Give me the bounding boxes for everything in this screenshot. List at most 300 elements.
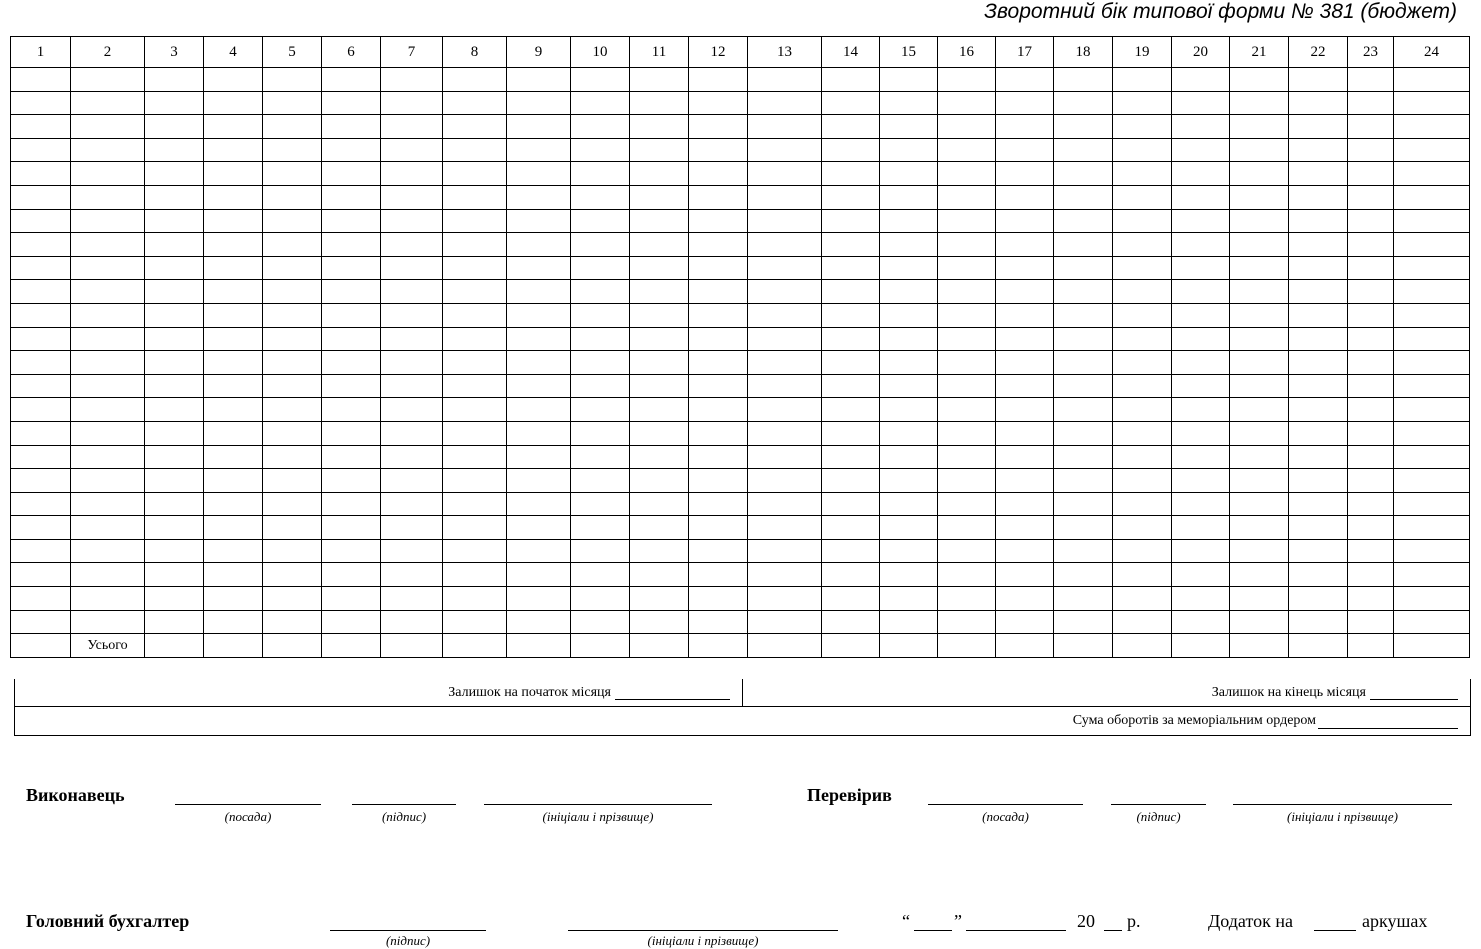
table-cell[interactable]	[996, 398, 1054, 422]
table-cell[interactable]	[1054, 563, 1113, 587]
table-cell[interactable]	[938, 563, 996, 587]
table-cell[interactable]	[1289, 634, 1348, 658]
table-cell[interactable]	[1054, 162, 1113, 186]
table-cell[interactable]	[1230, 516, 1289, 540]
table-cell[interactable]	[1394, 492, 1470, 516]
table-cell[interactable]	[322, 91, 381, 115]
table-cell[interactable]	[938, 138, 996, 162]
date-year-line[interactable]	[1104, 930, 1122, 931]
table-cell[interactable]	[1348, 539, 1394, 563]
table-cell[interactable]	[938, 327, 996, 351]
table-cell[interactable]	[996, 610, 1054, 634]
table-cell[interactable]	[507, 539, 571, 563]
table-cell[interactable]	[748, 233, 822, 257]
table-cell[interactable]	[571, 138, 630, 162]
table-cell[interactable]	[11, 563, 71, 587]
table-cell[interactable]	[938, 539, 996, 563]
table-cell[interactable]	[71, 610, 145, 634]
table-cell[interactable]	[1230, 327, 1289, 351]
table-cell[interactable]	[1230, 68, 1289, 92]
table-cell[interactable]	[381, 421, 443, 445]
table-cell[interactable]	[145, 539, 204, 563]
chief-name-line[interactable]	[568, 930, 838, 931]
table-cell[interactable]	[880, 209, 938, 233]
table-cell[interactable]	[1394, 563, 1470, 587]
table-cell[interactable]	[263, 445, 322, 469]
table-cell[interactable]	[204, 68, 263, 92]
appendix-sheets-line[interactable]	[1314, 930, 1356, 931]
table-cell[interactable]	[204, 516, 263, 540]
table-cell[interactable]	[1289, 492, 1348, 516]
table-cell[interactable]	[1394, 209, 1470, 233]
table-cell[interactable]	[71, 516, 145, 540]
table-cell[interactable]	[822, 516, 880, 540]
table-cell[interactable]	[571, 351, 630, 375]
table-cell[interactable]	[1172, 233, 1230, 257]
table-cell[interactable]	[822, 351, 880, 375]
table-cell[interactable]	[1113, 327, 1172, 351]
table-cell[interactable]	[1054, 327, 1113, 351]
table-cell[interactable]	[938, 351, 996, 375]
table-cell[interactable]	[689, 445, 748, 469]
table-cell[interactable]	[322, 610, 381, 634]
table-cell[interactable]	[1113, 351, 1172, 375]
table-cell[interactable]	[381, 233, 443, 257]
table-cell[interactable]	[71, 421, 145, 445]
table-cell[interactable]	[1348, 256, 1394, 280]
table-cell[interactable]	[748, 115, 822, 139]
table-cell[interactable]	[263, 516, 322, 540]
table-cell[interactable]	[1054, 610, 1113, 634]
table-cell[interactable]	[204, 115, 263, 139]
table-cell[interactable]	[996, 469, 1054, 493]
table-cell[interactable]	[1054, 539, 1113, 563]
table-cell[interactable]	[1289, 327, 1348, 351]
table-cell[interactable]	[381, 209, 443, 233]
table-cell[interactable]	[880, 68, 938, 92]
table-cell[interactable]	[1348, 516, 1394, 540]
end-balance-field[interactable]	[1370, 685, 1458, 700]
table-cell[interactable]	[880, 587, 938, 611]
table-cell[interactable]	[204, 91, 263, 115]
table-cell[interactable]	[822, 539, 880, 563]
table-cell[interactable]	[571, 563, 630, 587]
table-cell[interactable]	[1289, 256, 1348, 280]
table-cell[interactable]	[689, 634, 748, 658]
table-cell[interactable]	[204, 327, 263, 351]
executor-position-line[interactable]	[175, 804, 321, 805]
table-cell[interactable]	[1113, 492, 1172, 516]
table-cell[interactable]	[1289, 115, 1348, 139]
table-cell[interactable]	[204, 492, 263, 516]
table-cell[interactable]	[880, 492, 938, 516]
table-cell[interactable]	[822, 91, 880, 115]
table-cell[interactable]	[996, 185, 1054, 209]
table-cell[interactable]	[11, 374, 71, 398]
table-cell[interactable]	[507, 351, 571, 375]
table-cell[interactable]	[263, 634, 322, 658]
table-cell[interactable]	[1394, 162, 1470, 186]
table-cell[interactable]	[571, 539, 630, 563]
table-cell[interactable]	[507, 492, 571, 516]
table-cell[interactable]	[689, 516, 748, 540]
table-cell[interactable]	[204, 634, 263, 658]
table-cell[interactable]	[689, 563, 748, 587]
table-cell[interactable]	[1172, 280, 1230, 304]
table-cell[interactable]	[1230, 138, 1289, 162]
table-cell[interactable]	[71, 303, 145, 327]
table-cell[interactable]	[443, 91, 507, 115]
table-cell[interactable]	[630, 162, 689, 186]
table-cell[interactable]	[381, 280, 443, 304]
table-cell[interactable]	[996, 421, 1054, 445]
table-cell[interactable]	[263, 209, 322, 233]
table-cell[interactable]	[996, 634, 1054, 658]
table-cell[interactable]	[1289, 610, 1348, 634]
table-cell[interactable]	[822, 374, 880, 398]
table-cell[interactable]	[443, 162, 507, 186]
table-cell[interactable]	[11, 421, 71, 445]
table-cell[interactable]	[880, 233, 938, 257]
table-cell[interactable]	[263, 91, 322, 115]
table-cell[interactable]	[1230, 303, 1289, 327]
start-balance-field[interactable]	[615, 685, 730, 700]
table-cell[interactable]	[822, 587, 880, 611]
table-cell[interactable]	[381, 516, 443, 540]
turnover-field[interactable]	[1318, 714, 1458, 729]
table-cell[interactable]	[689, 209, 748, 233]
table-cell[interactable]	[381, 91, 443, 115]
table-cell[interactable]	[571, 374, 630, 398]
table-cell[interactable]	[822, 233, 880, 257]
table-cell[interactable]	[630, 351, 689, 375]
table-cell[interactable]	[1348, 421, 1394, 445]
table-cell[interactable]	[71, 115, 145, 139]
table-cell[interactable]	[748, 374, 822, 398]
table-cell[interactable]	[1172, 587, 1230, 611]
table-cell[interactable]	[322, 233, 381, 257]
table-cell[interactable]	[1054, 351, 1113, 375]
table-cell[interactable]	[1054, 233, 1113, 257]
table-cell[interactable]	[1289, 68, 1348, 92]
table-cell[interactable]	[938, 634, 996, 658]
table-cell[interactable]	[507, 209, 571, 233]
table-cell[interactable]	[1230, 587, 1289, 611]
table-cell[interactable]	[322, 351, 381, 375]
table-cell[interactable]	[322, 185, 381, 209]
table-cell[interactable]	[1172, 91, 1230, 115]
table-cell[interactable]	[1113, 138, 1172, 162]
table-cell[interactable]	[204, 539, 263, 563]
table-cell[interactable]	[748, 256, 822, 280]
table-cell[interactable]	[822, 563, 880, 587]
table-cell[interactable]	[630, 421, 689, 445]
table-cell[interactable]	[1172, 634, 1230, 658]
table-cell[interactable]	[1394, 421, 1470, 445]
table-cell[interactable]	[322, 303, 381, 327]
table-cell[interactable]	[145, 398, 204, 422]
table-cell[interactable]	[443, 492, 507, 516]
table-cell[interactable]	[630, 445, 689, 469]
table-cell[interactable]	[145, 162, 204, 186]
table-cell[interactable]	[11, 587, 71, 611]
table-cell[interactable]	[689, 421, 748, 445]
table-cell[interactable]	[1054, 185, 1113, 209]
table-cell[interactable]	[145, 492, 204, 516]
table-cell[interactable]	[443, 185, 507, 209]
table-cell[interactable]	[822, 209, 880, 233]
table-cell[interactable]	[381, 115, 443, 139]
table-cell[interactable]	[1113, 115, 1172, 139]
table-cell[interactable]	[1113, 539, 1172, 563]
table-cell[interactable]	[507, 327, 571, 351]
table-cell[interactable]	[71, 469, 145, 493]
table-cell[interactable]	[443, 209, 507, 233]
table-cell[interactable]	[1230, 421, 1289, 445]
table-cell[interactable]	[263, 469, 322, 493]
table-cell[interactable]	[1289, 469, 1348, 493]
table-cell[interactable]	[507, 398, 571, 422]
table-cell[interactable]	[630, 209, 689, 233]
table-cell[interactable]	[1172, 68, 1230, 92]
table-cell[interactable]	[938, 115, 996, 139]
table-cell[interactable]	[1172, 539, 1230, 563]
table-cell[interactable]	[1113, 256, 1172, 280]
table-cell[interactable]	[822, 492, 880, 516]
table-cell[interactable]	[381, 634, 443, 658]
table-cell[interactable]	[263, 138, 322, 162]
table-cell[interactable]	[880, 280, 938, 304]
table-cell[interactable]	[1054, 421, 1113, 445]
table-cell[interactable]	[630, 115, 689, 139]
table-cell[interactable]	[630, 634, 689, 658]
date-day-line[interactable]	[914, 930, 952, 931]
table-cell[interactable]	[1289, 351, 1348, 375]
table-cell[interactable]	[1348, 327, 1394, 351]
table-cell[interactable]	[507, 162, 571, 186]
table-cell[interactable]	[880, 610, 938, 634]
table-cell[interactable]	[630, 280, 689, 304]
table-cell[interactable]	[507, 115, 571, 139]
table-cell[interactable]	[204, 563, 263, 587]
table-cell[interactable]	[748, 445, 822, 469]
table-cell[interactable]	[1172, 563, 1230, 587]
table-cell[interactable]	[322, 138, 381, 162]
table-cell[interactable]	[880, 256, 938, 280]
table-cell[interactable]	[322, 374, 381, 398]
table-cell[interactable]	[1113, 516, 1172, 540]
table-cell[interactable]	[443, 374, 507, 398]
table-cell[interactable]	[748, 185, 822, 209]
table-cell[interactable]	[322, 421, 381, 445]
table-cell[interactable]	[263, 185, 322, 209]
table-cell[interactable]	[381, 492, 443, 516]
table-cell[interactable]	[689, 68, 748, 92]
table-cell[interactable]	[263, 610, 322, 634]
table-cell[interactable]	[145, 587, 204, 611]
table-cell[interactable]	[938, 421, 996, 445]
table-cell[interactable]	[507, 374, 571, 398]
table-cell[interactable]	[1289, 539, 1348, 563]
table-cell[interactable]	[571, 421, 630, 445]
table-cell[interactable]	[571, 469, 630, 493]
table-cell[interactable]	[689, 115, 748, 139]
table-cell[interactable]	[689, 303, 748, 327]
table-cell[interactable]	[71, 91, 145, 115]
table-cell[interactable]	[322, 256, 381, 280]
table-cell[interactable]	[263, 492, 322, 516]
table-cell[interactable]	[938, 91, 996, 115]
table-cell[interactable]	[1054, 587, 1113, 611]
table-cell[interactable]	[748, 492, 822, 516]
table-cell[interactable]	[996, 256, 1054, 280]
table-cell[interactable]	[1172, 374, 1230, 398]
table-cell[interactable]	[1289, 563, 1348, 587]
table-cell[interactable]	[1289, 185, 1348, 209]
table-cell[interactable]	[996, 303, 1054, 327]
table-cell[interactable]	[145, 634, 204, 658]
table-cell[interactable]	[145, 374, 204, 398]
table-cell[interactable]	[1230, 209, 1289, 233]
table-cell[interactable]	[1054, 516, 1113, 540]
table-cell[interactable]	[996, 115, 1054, 139]
table-cell[interactable]	[145, 91, 204, 115]
table-cell[interactable]	[322, 492, 381, 516]
table-cell[interactable]	[11, 138, 71, 162]
table-cell[interactable]	[571, 256, 630, 280]
table-cell[interactable]	[322, 445, 381, 469]
table-cell[interactable]	[443, 634, 507, 658]
table-cell[interactable]	[571, 634, 630, 658]
table-cell[interactable]	[748, 634, 822, 658]
table-cell[interactable]	[443, 280, 507, 304]
table-cell[interactable]	[1172, 421, 1230, 445]
table-cell[interactable]	[1289, 280, 1348, 304]
table-cell[interactable]	[571, 398, 630, 422]
table-cell[interactable]	[630, 91, 689, 115]
table-cell[interactable]	[822, 256, 880, 280]
table-cell[interactable]	[1054, 91, 1113, 115]
table-cell[interactable]	[204, 280, 263, 304]
table-cell[interactable]	[443, 303, 507, 327]
table-cell[interactable]	[381, 256, 443, 280]
table-cell[interactable]	[1054, 634, 1113, 658]
table-cell[interactable]	[822, 115, 880, 139]
table-cell[interactable]	[443, 469, 507, 493]
table-cell[interactable]	[263, 256, 322, 280]
table-cell[interactable]	[263, 351, 322, 375]
table-cell[interactable]	[263, 398, 322, 422]
table-cell[interactable]	[145, 256, 204, 280]
table-cell[interactable]	[1230, 374, 1289, 398]
table-cell[interactable]	[880, 374, 938, 398]
table-cell[interactable]	[11, 634, 71, 658]
table-cell[interactable]	[443, 233, 507, 257]
table-cell[interactable]	[880, 421, 938, 445]
table-cell[interactable]	[1230, 351, 1289, 375]
table-cell[interactable]	[1230, 610, 1289, 634]
table-cell[interactable]	[204, 209, 263, 233]
table-cell[interactable]	[996, 162, 1054, 186]
table-cell[interactable]	[630, 327, 689, 351]
table-cell[interactable]	[880, 516, 938, 540]
table-cell[interactable]	[880, 539, 938, 563]
table-cell[interactable]	[1230, 256, 1289, 280]
table-cell[interactable]	[204, 233, 263, 257]
table-cell[interactable]	[938, 185, 996, 209]
table-cell[interactable]	[938, 162, 996, 186]
table-cell[interactable]	[1113, 469, 1172, 493]
table-cell[interactable]	[263, 327, 322, 351]
table-cell[interactable]	[71, 398, 145, 422]
table-cell[interactable]	[689, 327, 748, 351]
table-cell[interactable]	[1113, 162, 1172, 186]
table-cell[interactable]	[1113, 563, 1172, 587]
table-cell[interactable]	[71, 327, 145, 351]
table-cell[interactable]	[204, 162, 263, 186]
table-cell[interactable]	[1394, 351, 1470, 375]
table-cell[interactable]	[507, 138, 571, 162]
table-cell[interactable]	[689, 610, 748, 634]
table-cell[interactable]	[880, 162, 938, 186]
table-cell[interactable]	[996, 327, 1054, 351]
table-cell[interactable]	[1054, 303, 1113, 327]
table-cell[interactable]	[322, 469, 381, 493]
table-cell[interactable]	[1289, 516, 1348, 540]
table-cell[interactable]	[938, 610, 996, 634]
table-cell[interactable]	[11, 469, 71, 493]
table-cell[interactable]	[1113, 398, 1172, 422]
table-cell[interactable]	[322, 327, 381, 351]
table-cell[interactable]	[938, 68, 996, 92]
table-cell[interactable]	[689, 91, 748, 115]
table-cell[interactable]	[204, 398, 263, 422]
table-cell[interactable]	[880, 563, 938, 587]
table-cell[interactable]	[1054, 492, 1113, 516]
table-cell[interactable]	[1394, 634, 1470, 658]
table-cell[interactable]	[145, 233, 204, 257]
table-cell[interactable]	[938, 398, 996, 422]
table-cell[interactable]	[748, 421, 822, 445]
table-cell[interactable]	[1230, 634, 1289, 658]
table-cell[interactable]	[689, 185, 748, 209]
table-cell[interactable]	[1289, 233, 1348, 257]
table-cell[interactable]	[1113, 233, 1172, 257]
table-cell[interactable]	[996, 68, 1054, 92]
executor-signature-line[interactable]	[352, 804, 456, 805]
table-cell[interactable]	[571, 610, 630, 634]
table-cell[interactable]	[71, 374, 145, 398]
table-cell[interactable]	[145, 610, 204, 634]
table-cell[interactable]	[938, 445, 996, 469]
table-cell[interactable]	[507, 421, 571, 445]
table-cell[interactable]	[996, 587, 1054, 611]
table-cell[interactable]	[263, 303, 322, 327]
table-cell[interactable]	[1289, 374, 1348, 398]
table-cell[interactable]	[1172, 138, 1230, 162]
table-cell[interactable]	[1054, 398, 1113, 422]
table-cell[interactable]	[822, 68, 880, 92]
table-cell[interactable]	[1289, 209, 1348, 233]
table-cell[interactable]	[507, 469, 571, 493]
table-cell[interactable]	[381, 539, 443, 563]
table-cell[interactable]	[381, 610, 443, 634]
table-cell[interactable]	[1172, 351, 1230, 375]
table-cell[interactable]	[1172, 516, 1230, 540]
table-cell[interactable]	[996, 351, 1054, 375]
table-cell[interactable]	[322, 634, 381, 658]
table-cell[interactable]	[1394, 256, 1470, 280]
